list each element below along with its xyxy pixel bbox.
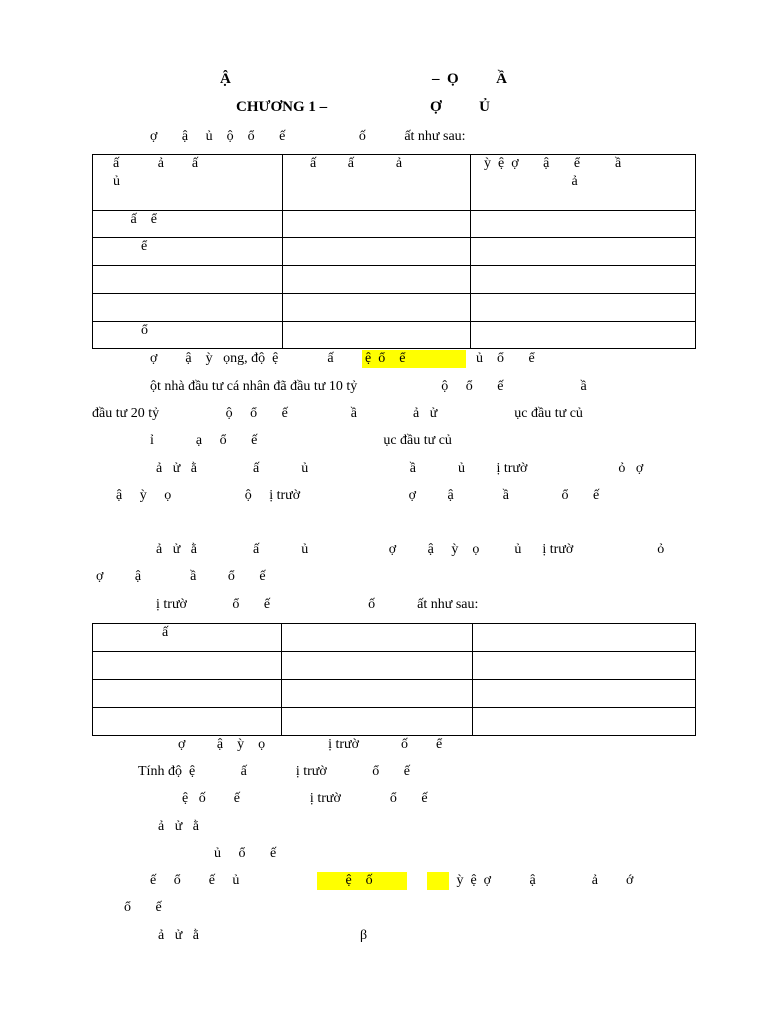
text-run: ủ ổ ể [465, 351, 535, 366]
table-row [93, 266, 696, 294]
table-row [93, 211, 696, 238]
title-left-fragment: Ậ [220, 71, 231, 87]
table-header-cell: ấ ấ ả [283, 155, 471, 211]
paragraph-line: ổ ế [124, 900, 162, 915]
table-cell [471, 294, 696, 322]
paragraph-line: ợ ậ ỳ ọ ị trườ ố ể [178, 737, 443, 752]
table-cell [471, 211, 696, 238]
table-cell [93, 294, 283, 322]
table-cell [93, 266, 283, 294]
table-header-cell: ỳ ệ ợ ậ ể ầ ả [471, 155, 696, 211]
table-cell [282, 708, 473, 736]
paragraph-line: ậ ỳ ọ ộ ị trườ ợ ậ ầ ổ ế [116, 488, 600, 503]
table-cell [471, 322, 696, 349]
paragraph-line: ủ ổ ế [214, 846, 277, 861]
paragraph-line: ệ ố ế ị trườ ổ ế [182, 791, 428, 806]
paragraph-line: ột nhà đầu tư cá nhân đã đầu tư 10 tỷ ộ ổ ế ầ [150, 379, 587, 394]
paragraph-line: ị trườ ổ ế ố ất như sau: [156, 597, 479, 612]
table-header-row [93, 624, 696, 652]
table-header-row [93, 155, 696, 211]
table-cell [282, 652, 473, 680]
text-run: ế ổ ế ủ [150, 873, 240, 888]
table-header-cell: ấ ả ấ ủ [93, 155, 283, 211]
table-cell [473, 680, 696, 708]
paragraph-line: ỉ ạ ổ ế ục đầu tư củ [150, 433, 452, 448]
table-header-cell [473, 624, 696, 652]
table-row [93, 680, 696, 708]
table-cell [283, 211, 471, 238]
table-cell [473, 652, 696, 680]
table-row [93, 708, 696, 736]
text-run: ỳ ệ ợ ậ ả ớ [449, 873, 634, 888]
intro-paragraph: ợ ậ ủ ộ ổ ế ố ất như sau: [150, 129, 466, 144]
table-cell [471, 266, 696, 294]
paragraph-line: ả ử ằ ấ ủ ầ ủ ị trườ ỏ ợ [156, 461, 644, 476]
table-row [93, 652, 696, 680]
table-header-cell [282, 624, 473, 652]
data-table-2 [92, 623, 696, 736]
table-header-cell: ấ [93, 624, 282, 652]
data-table-1 [92, 154, 696, 349]
table-cell [93, 708, 282, 736]
table-cell: ể [93, 238, 283, 266]
table-cell: ổ [93, 322, 283, 349]
paragraph-line [150, 872, 633, 890]
table-cell [283, 322, 471, 349]
table-row [93, 238, 696, 266]
highlighted-text [427, 872, 449, 890]
table-cell [282, 680, 473, 708]
table-cell [93, 652, 282, 680]
paragraph-line: ả ử ằ β [158, 928, 368, 943]
chapter-title: CHƯƠNG 1 – [236, 99, 328, 115]
paragraph-line: ợ ậ ầ ổ ế [96, 569, 266, 584]
table-cell [471, 238, 696, 266]
paragraph-line: ả ử ằ [158, 819, 200, 834]
table-cell [283, 266, 471, 294]
paragraph-line: Tính độ ệ ấ ị trườ ổ ế [138, 764, 411, 779]
table-row [93, 322, 696, 349]
table-cell [283, 294, 471, 322]
title-right-fragment: – Ọ Ầ [432, 71, 507, 87]
table-cell [473, 708, 696, 736]
paragraph-line: ả ử ằ ấ ủ ợ ậ ỳ ọ ủ ị trườ ỏ [156, 542, 665, 557]
paragraph-line: đầu tư 20 tỷ ộ ổ ế ầ ả ử ục đầu tư củ [92, 406, 583, 421]
highlighted-text: ệ ổ ể [362, 350, 466, 368]
highlighted-text: ệ ố [317, 872, 407, 890]
text-run: ợ ậ ỳ ọng, độ ệ ấ [150, 351, 334, 366]
chapter-subtitle-fragment: Ợ Ủ [430, 99, 490, 115]
table-row [93, 294, 696, 322]
paragraph-line [150, 350, 535, 368]
table-cell [283, 238, 471, 266]
table-cell [93, 680, 282, 708]
table-cell: ấ ể [93, 211, 283, 238]
